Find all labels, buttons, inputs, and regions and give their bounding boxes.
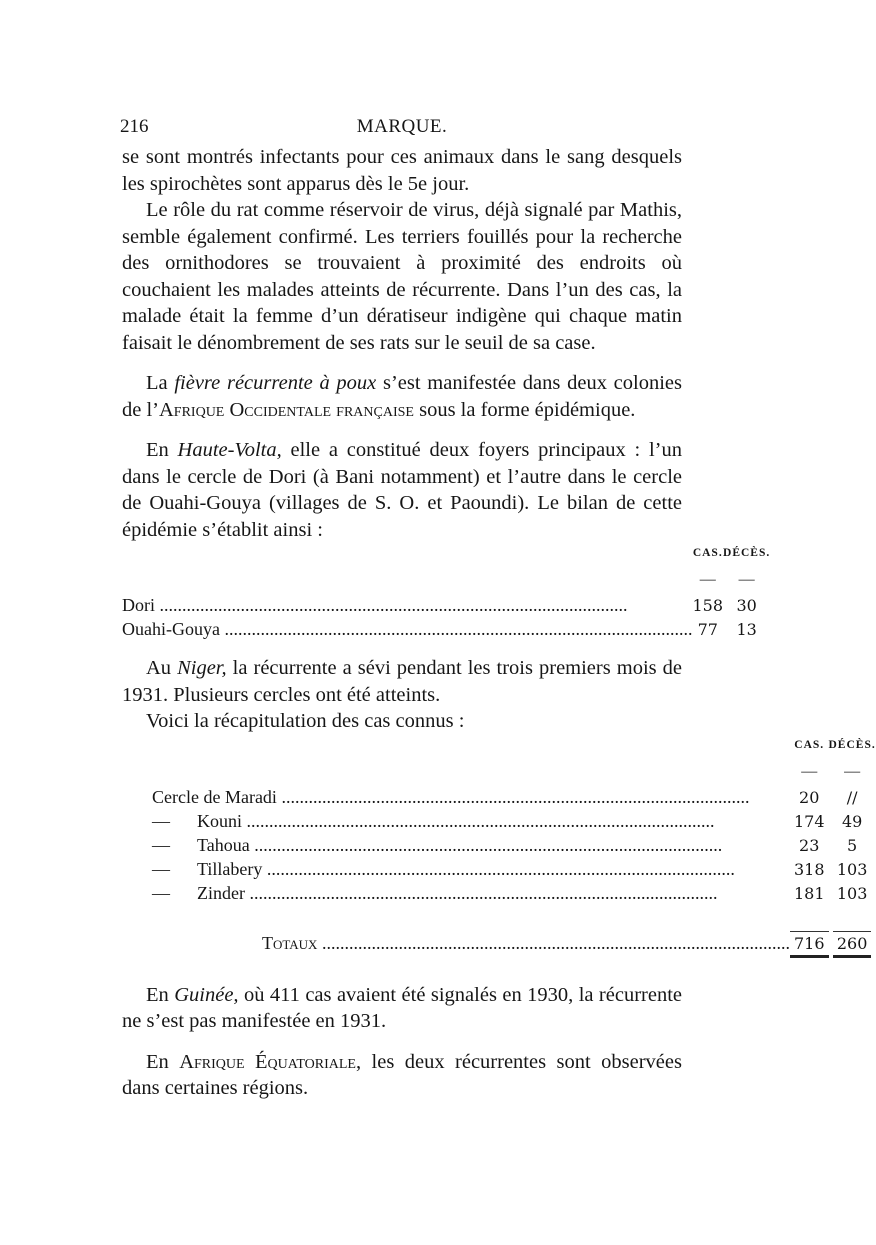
column-header-deces: DÉCÈS. bbox=[723, 547, 771, 559]
table-row bbox=[122, 595, 770, 619]
text-fragment: s’est manifestée dans deux colonies de l’ bbox=[122, 372, 682, 421]
paragraph-haute-volta bbox=[122, 437, 682, 543]
cell-cas: 20 bbox=[799, 787, 820, 807]
cell-deces: 13 bbox=[736, 620, 757, 639]
paragraph-rat-reservoir: Le rôle du rat comme réservoir de virus, déjà signalé par Mathis, semble également confirmé. Les terriers fouillés pour la recherche des ornithodores se trouvaient à proximité des endroits où couchaient les malades atteints de récurrente. Dans l’un des cas, la malade était la femme d’un dératiseur indigène qui chaque matin faisait le dénombrement de ses rats sur le seuil de sa case. bbox=[122, 199, 682, 354]
column-header-deces: DÉCÈS. bbox=[828, 738, 876, 751]
column-header-cas: CAS. bbox=[794, 738, 825, 751]
cell-deces: 5 bbox=[847, 835, 858, 855]
column-header-cas: CAS. bbox=[692, 547, 723, 559]
niger-table bbox=[122, 739, 876, 958]
row-label: Kouni bbox=[197, 810, 242, 831]
small-caps-text: Afrique Équatoriale bbox=[179, 1050, 356, 1073]
total-deces: 260 bbox=[833, 931, 872, 958]
text-fragment: la récurrente a sévi pendant les trois premiers mois de 1931. Plusieurs cercles ont été atteints. bbox=[122, 657, 682, 706]
table-dash-row bbox=[122, 763, 876, 787]
small-caps-text: Afrique Occidentale française bbox=[159, 398, 414, 421]
emphasis-text: Haute-Volta, bbox=[177, 439, 282, 461]
total-cas-cell bbox=[790, 931, 829, 958]
row-label-cell bbox=[122, 835, 790, 859]
page-header bbox=[122, 116, 682, 144]
dash-separator: — bbox=[699, 571, 716, 588]
row-label-cell bbox=[122, 883, 790, 907]
row-prefix: — bbox=[152, 882, 170, 903]
emphasis-text: Niger, bbox=[177, 657, 227, 679]
row-label: Tillabery bbox=[197, 858, 263, 879]
cell-deces: // bbox=[846, 787, 858, 807]
running-head: MARQUE. bbox=[356, 116, 448, 137]
body-text-guinee bbox=[122, 982, 682, 1102]
table-row bbox=[122, 859, 876, 883]
table-row bbox=[122, 787, 876, 811]
table-row bbox=[122, 619, 770, 643]
cell-cas: 77 bbox=[697, 620, 718, 639]
paragraph-afrique-equatoriale bbox=[122, 1049, 682, 1102]
row-label: Tahoua bbox=[197, 834, 250, 855]
row-label-cell bbox=[122, 859, 790, 883]
row-label: Ouahi-Gouya ..... bbox=[122, 619, 692, 643]
row-prefix: — bbox=[152, 834, 170, 855]
text-fragment: , les deux récurrentes sont observées dans certaines régions. bbox=[122, 1050, 682, 1099]
text-fragment: Au bbox=[146, 657, 178, 679]
dash-separator: — bbox=[844, 762, 861, 780]
table-dash-row bbox=[122, 571, 770, 595]
body-text bbox=[122, 144, 682, 543]
table-header-row bbox=[122, 739, 876, 763]
text-fragment: En bbox=[146, 439, 178, 461]
text-fragment: En bbox=[146, 1050, 180, 1073]
paragraph-niger bbox=[122, 655, 682, 708]
row-label: Cercle de Maradi ..... bbox=[122, 787, 790, 811]
total-deces-cell bbox=[829, 931, 876, 958]
dash-separator: — bbox=[738, 571, 755, 588]
cell-cas: 23 bbox=[799, 835, 820, 855]
emphasis-text: Guinée, bbox=[174, 983, 239, 1006]
row-prefix: — bbox=[152, 810, 170, 831]
paragraph-continuation: se sont montrés infectants pour ces animaux dans le sang desquels les spirochètes sont apparus dès le 5e jour. bbox=[122, 146, 682, 195]
cell-deces: 49 bbox=[841, 811, 863, 831]
text-fragment: elle a constitué deux foyers principaux : l’un dans le cercle de Dori (à Bani notamment) et l’autre dans le cercle de Ouahi-Gouya (villages de S. O. et Paoundi). Le bilan de cette épidémie s’établit ainsi : bbox=[122, 439, 682, 541]
text-fragment: sous la forme épidémique. bbox=[413, 398, 636, 421]
dash-separator: — bbox=[801, 762, 818, 780]
table-total-row bbox=[122, 931, 876, 958]
total-label: Totaux bbox=[262, 932, 318, 953]
text-fragment: En bbox=[146, 983, 175, 1006]
row-prefix: — bbox=[152, 858, 170, 879]
row-label-cell bbox=[122, 811, 790, 835]
table-row bbox=[122, 883, 876, 907]
cell-cas: 181 bbox=[793, 883, 825, 903]
paragraph-fievre-poux bbox=[122, 370, 682, 423]
table-row bbox=[122, 835, 876, 859]
row-label: Zinder bbox=[197, 882, 245, 903]
paragraph-guinee bbox=[122, 982, 682, 1035]
body-text-niger bbox=[122, 655, 682, 735]
cell-deces: 103 bbox=[836, 859, 868, 879]
text-fragment: où 411 cas avaient été signalés en 1930, la récurrente ne s’est pas manifestée en 1931. bbox=[122, 983, 682, 1032]
emphasis-text: fièvre récurrente à poux bbox=[174, 372, 377, 394]
table-row bbox=[122, 811, 876, 835]
paragraph-recapitulation: Voici la récapitulation des cas connus : bbox=[146, 710, 465, 732]
page-number: 216 bbox=[120, 116, 149, 137]
table-header-row bbox=[122, 547, 770, 571]
cell-cas: 174 bbox=[793, 811, 825, 831]
cell-cas: 158 bbox=[692, 596, 724, 615]
text-fragment: La bbox=[146, 372, 175, 394]
cell-cas: 318 bbox=[793, 859, 825, 879]
cell-deces: 30 bbox=[736, 596, 757, 615]
cell-deces: 103 bbox=[836, 883, 868, 903]
row-label: Dori ..... bbox=[122, 595, 692, 619]
page bbox=[120, 116, 876, 1102]
total-cas: 716 bbox=[790, 931, 829, 958]
haute-volta-table bbox=[122, 547, 770, 643]
total-label-cell bbox=[122, 931, 790, 958]
